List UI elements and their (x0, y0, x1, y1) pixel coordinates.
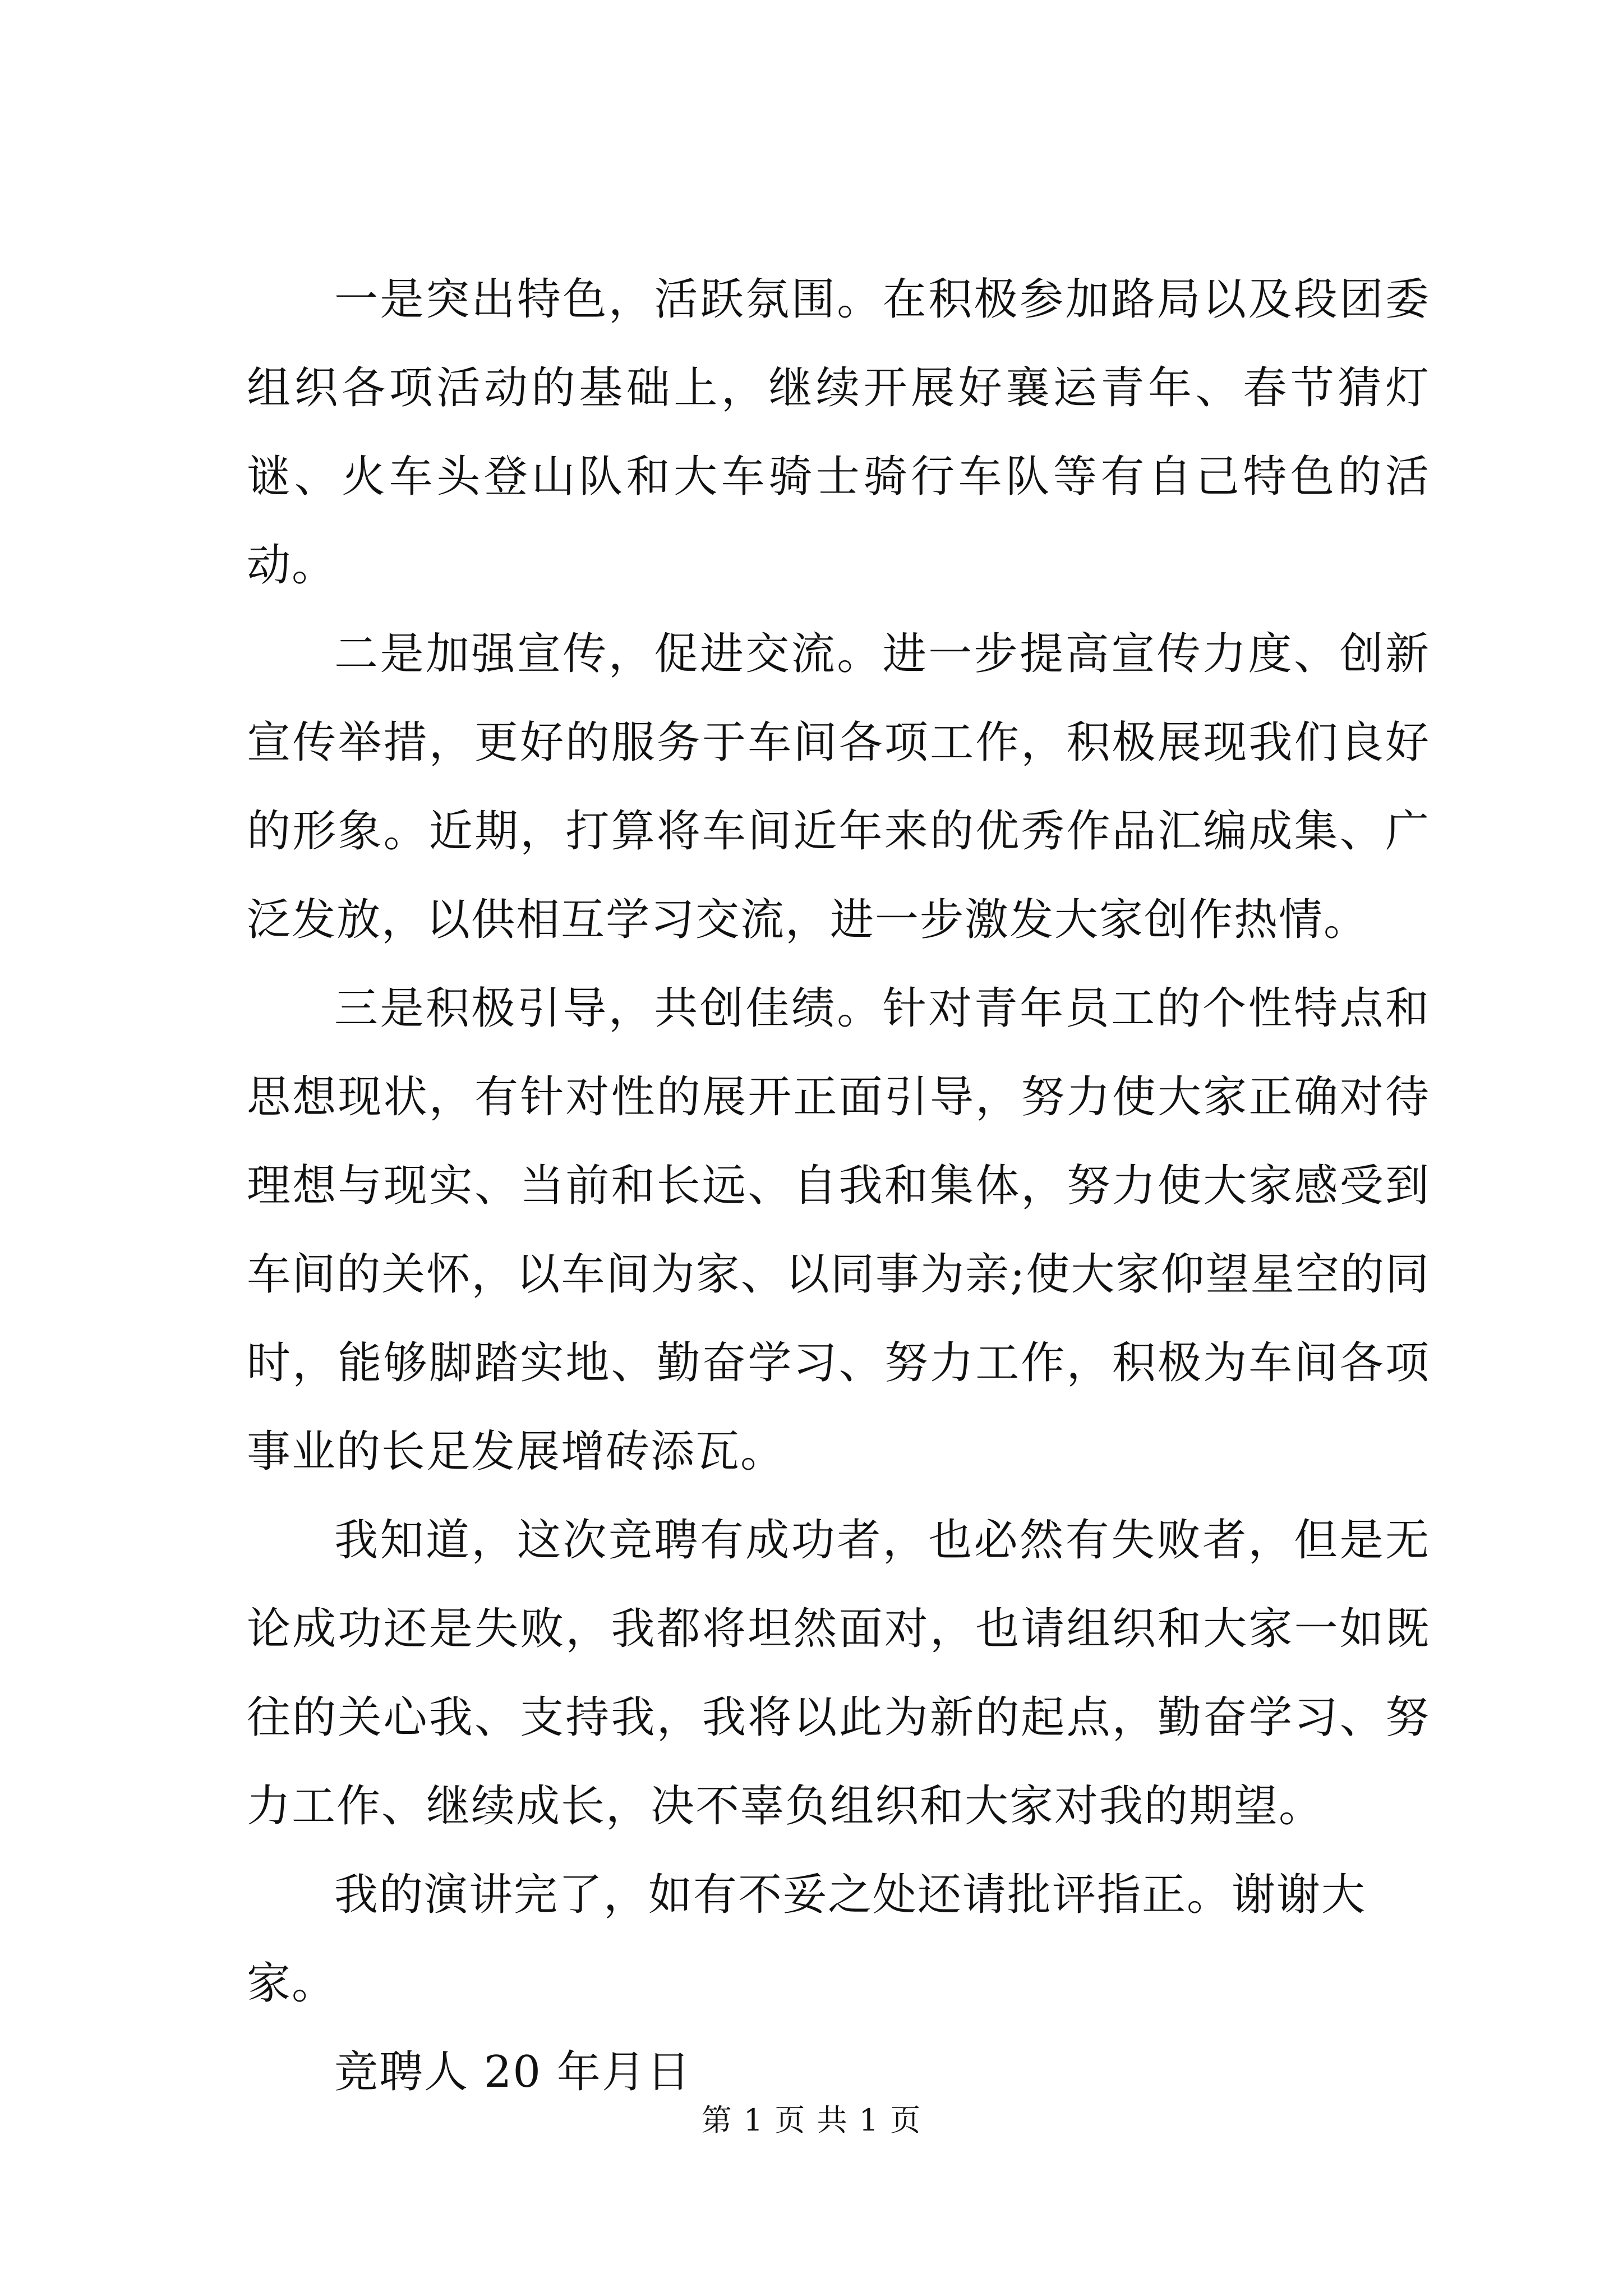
paragraph-1: 一是突出特色，活跃氛围。在积极参加路局以及段团委组织各项活动的基础上，继续开展好襄运青年、春节猜灯谜、火车头登山队和大车骑士骑行车队等有自己特色的活动。 (247, 274, 1430, 591)
paragraph-closing: 我的演讲完了，如有不妥之处还请批评指正。谢谢大家。 (247, 1870, 1367, 2009)
paragraph-4: 我知道，这次竞聘有成功者，也必然有失败者，但是无论成功还是失败，我都将坦然面对，也请组织和大家一如既往的关心我、支持我，我将以此为新的起点，勤奋学习、努力工作、继续成长，决不辜负组织和大家对我的期望。 (247, 1515, 1430, 1832)
signature-line: 竞聘人 20 年月日 (334, 2047, 691, 2097)
document-body (247, 255, 1430, 2116)
paragraph-3: 三是积极引导，共创佳绩。针对青年员工的个性特点和思想现状，有针对性的展开正面引导，努力使大家正确对待理想与现实、当前和长远、自我和集体，努力使大家感受到车间的关怀，以车间为家、以同事为亲;使大家仰望星空的同时，能够脚踏实地、勤奋学习、努力工作，积极为车间各项事业的长足发展增砖添瓦。 (247, 983, 1430, 1477)
paragraph-2: 二是加强宣传，促进交流。进一步提高宣传力度、创新宣传举措，更好的服务于车间各项工作，积极展现我们良好的形象。近期，打算将车间近年来的优秀作品汇编成集、广泛发放，以供相互学习交流，进一步激发大家创作热情。 (247, 629, 1430, 945)
page-number-footer: 第 1 页 共 1 页 (701, 2102, 922, 2138)
